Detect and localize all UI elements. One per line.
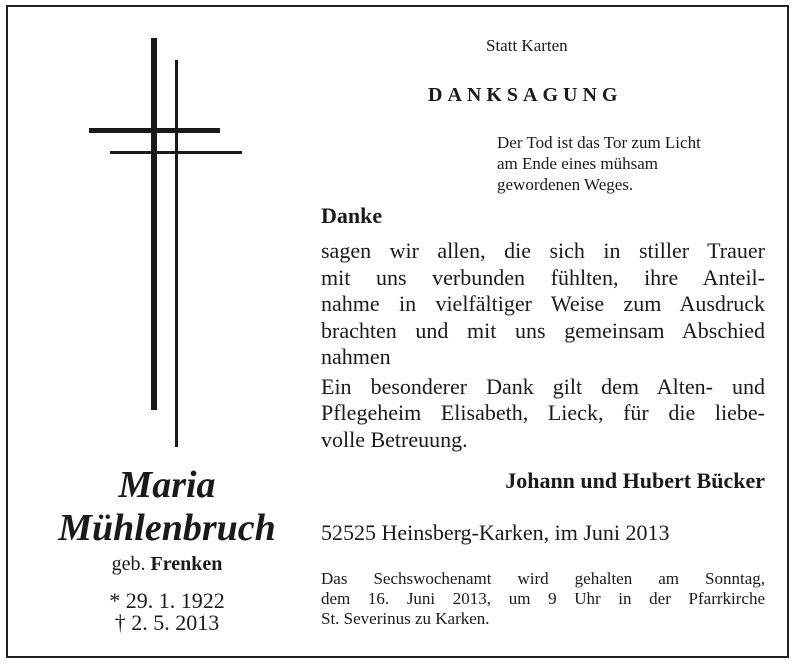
notice-line: St. Severinus zu Karken.	[321, 609, 490, 628]
service-notice	[321, 569, 765, 629]
top-note: Statt Karten	[486, 36, 568, 55]
notice-line: dem 16. Juni 2013, um 9 Uhr in der Pfarrkirche	[321, 589, 765, 608]
place-date: 52525 Heinsberg-Karken, im Juni 2013	[321, 520, 670, 545]
text-line: Ein besonderer Dank gilt dem Alten- und	[321, 373, 765, 399]
motto-line: am Ende eines mühsam	[497, 154, 658, 173]
text-line: mit uns verbunden fühlten, ihre Anteil-	[321, 264, 765, 290]
maiden-name: Frenken	[150, 553, 223, 575]
birth-date: * 29. 1. 1922	[109, 588, 225, 613]
text-line: sagen wir allen, die sich in stiller Trauer	[321, 238, 765, 263]
text-line: nahmen	[321, 344, 391, 369]
motto-line: gewordenen Weges.	[497, 175, 634, 194]
heading: DANKSAGUNG	[428, 84, 623, 106]
maiden-name-line	[30, 553, 304, 576]
text-line: nahme in vielfältiger Weise zum Ausdruck	[321, 291, 765, 316]
nee-prefix: geb.	[111, 553, 151, 575]
signers: Johann und Hubert Bücker	[505, 468, 765, 493]
notice-line: Das Sechswochenamt wird gehalten am Sonntag,	[321, 569, 765, 588]
motto	[497, 132, 701, 195]
text-line: brachten und mit uns gemeinsam Abschied	[321, 317, 765, 343]
danke-heading: Danke	[321, 203, 383, 228]
first-name: Maria	[118, 464, 216, 506]
thanks-text	[321, 238, 765, 453]
text-line: Pflegeheim Elisabeth, Lieck, für die liebe-	[321, 400, 765, 425]
last-name: Mühlenbruch	[58, 507, 276, 549]
motto-line: Der Tod ist das Tor zum Licht	[497, 133, 701, 152]
death-date: † 2. 5. 2013	[114, 610, 220, 635]
text-line: volle Betreuung.	[321, 426, 468, 452]
